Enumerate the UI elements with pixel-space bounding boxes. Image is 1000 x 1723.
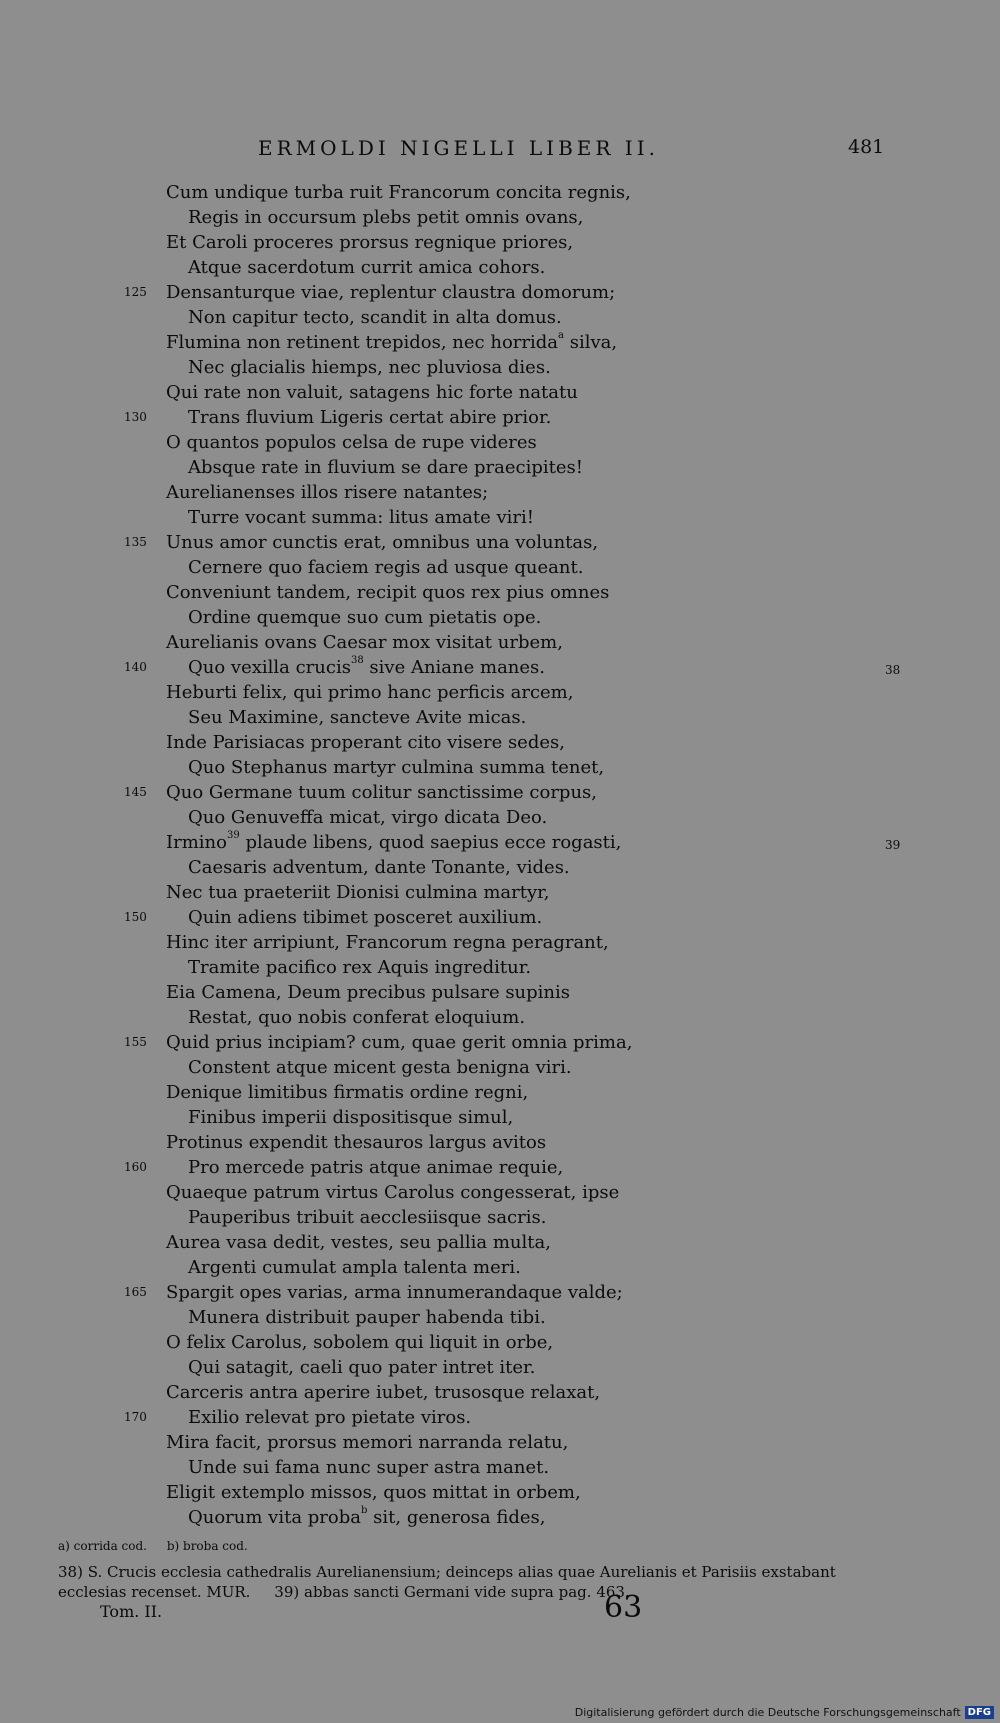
verse-text: [166, 980, 570, 1005]
verse-line: [0, 1030, 1000, 1055]
verse-line: [0, 1455, 1000, 1480]
verse-main-text: Tramite pacifico rex Aquis ingreditur.: [188, 957, 532, 978]
verse-main-text: Argenti cumulat ampla talenta meri.: [188, 1257, 521, 1278]
verse-main-text: Quin adiens tibimet posceret auxilium.: [188, 907, 543, 928]
verse-text: [166, 1380, 600, 1405]
verse-line: [0, 780, 1000, 805]
verse-main-text: O felix Carolus, sobolem qui liquit in orbe,: [166, 1332, 554, 1353]
verse-line: [0, 180, 1000, 205]
verse-main-text: Munera distribuit pauper habenda tibi.: [188, 1307, 546, 1328]
footnote-marker: 39: [226, 830, 240, 841]
verse-main-text: Quaeque patrum virtus Carolus congesserat, ipse: [166, 1182, 620, 1203]
verse-text: [188, 1405, 471, 1430]
verse-main-text: Ordine quemque suo cum pietatis ope.: [188, 607, 542, 628]
verse-text: [166, 1030, 632, 1055]
verse-line: [0, 1155, 1000, 1180]
verse-line: [0, 1005, 1000, 1030]
verse-main-text: Pro mercede patris atque animae requie,: [188, 1157, 564, 1178]
verse-main-text: Aurelianenses illos risere natantes;: [166, 482, 489, 503]
verse-text: [188, 255, 545, 280]
verse-line: [0, 1230, 1000, 1255]
verse-main-text: Quid prius incipiam? cum, quae gerit omnia prima,: [166, 1032, 633, 1053]
verse-line: [0, 1055, 1000, 1080]
verse-line: [0, 705, 1000, 730]
verse-line: [0, 1480, 1000, 1505]
verse-text: [188, 905, 542, 930]
line-number: 170: [124, 1410, 147, 1424]
verse-line: [0, 955, 1000, 980]
verse-line: [0, 580, 1000, 605]
verse-text: [188, 355, 551, 380]
dfg-logo: DFG: [965, 1706, 994, 1719]
verse-main-text: Conveniunt tandem, recipit quos rex pius omnes: [166, 582, 610, 603]
verse-text: [166, 530, 598, 555]
verse-line: [0, 655, 1000, 680]
verse-main-text: Constent atque micent gesta benigna viri.: [188, 1057, 572, 1078]
verse-line: [0, 1205, 1000, 1230]
verse-continuation-text: plaude libens, quod saepius ecce rogasti,: [239, 832, 622, 853]
verse-main-text: Regis in occursum plebs petit omnis ovans,: [188, 207, 584, 228]
verse-main-text: Protinus expendit thesauros largus avitos: [166, 1132, 547, 1153]
line-number: 135: [124, 535, 147, 549]
verse-line: [0, 805, 1000, 830]
digitization-credit: [575, 1706, 994, 1719]
verse-text: [188, 1005, 525, 1030]
line-number: 150: [124, 910, 147, 924]
verse-main-text: Quo Germane tuum colitur sanctissime corpus,: [166, 782, 598, 803]
verse-line: [0, 330, 1000, 355]
verse-text: [166, 1430, 568, 1455]
verse-text: [188, 555, 583, 580]
verse-line: [0, 280, 1000, 305]
verse-line: [0, 730, 1000, 755]
line-number: 160: [124, 1160, 147, 1174]
verse-line: [0, 1130, 1000, 1155]
verse-text: [188, 955, 531, 980]
verse-line: [0, 1380, 1000, 1405]
verse-main-text: Quo Stephanus martyr culmina summa tenet,: [188, 757, 605, 778]
verse-text: [166, 180, 631, 205]
verse-main-text: Quo Genuveffa micat, virgo dicata Deo.: [188, 807, 548, 828]
verse-main-text: Denique limitibus firmatis ordine regni,: [166, 1082, 529, 1103]
verse-main-text: Qui rate non valuit, satagens hic forte natatu: [166, 382, 578, 403]
verse-text: [166, 430, 537, 455]
verse-line: [0, 205, 1000, 230]
verse-line: [0, 855, 1000, 880]
verse-text: [188, 1455, 549, 1480]
verse-line: [0, 1405, 1000, 1430]
verse-text: [188, 855, 570, 880]
signature-mark: 63: [604, 1590, 643, 1625]
running-title: ERMOLDI NIGELLI LIBER II.: [258, 136, 659, 160]
apparatus-note-a: a) corrida cod.: [58, 1539, 147, 1553]
verse-main-text: Eia Camena, Deum precibus pulsare supinis: [166, 982, 571, 1003]
verse-main-text: Finibus imperii dispositisque simul,: [188, 1107, 514, 1128]
verse-main-text: Absque rate in fluvium se dare praecipites!: [188, 457, 583, 478]
verse-main-text: Heburti felix, qui primo hanc perficis arcem,: [166, 682, 574, 703]
poem-text: [0, 180, 1000, 1530]
verse-line: [0, 605, 1000, 630]
verse-main-text: Atque sacerdotum currit amica cohors.: [188, 257, 546, 278]
verse-main-text: Irmino: [166, 832, 227, 853]
verse-main-text: Carceris antra aperire iubet, trusosque relaxat,: [166, 1382, 601, 1403]
verse-main-text: Hinc iter arripiunt, Francorum regna peragrant,: [166, 932, 609, 953]
verse-text: [188, 205, 583, 230]
verse-line: [0, 880, 1000, 905]
verse-main-text: Flumina non retinent trepidos, nec horrida: [166, 332, 559, 353]
verse-text: [188, 405, 551, 430]
verse-line: [0, 1105, 1000, 1130]
volume-label: Tom. II.: [100, 1602, 163, 1621]
verse-line: [0, 230, 1000, 255]
footnote-marker: 38: [350, 655, 364, 666]
verse-text: [188, 1155, 563, 1180]
line-number: 155: [124, 1035, 147, 1049]
verse-main-text: Aurelianis ovans Caesar mox visitat urbem,: [166, 632, 563, 653]
verse-text: [188, 655, 545, 680]
verse-text: [166, 280, 615, 305]
verse-main-text: Seu Maximine, sancteve Avite micas.: [188, 707, 527, 728]
verse-line: [0, 355, 1000, 380]
line-number: 130: [124, 410, 147, 424]
verse-text: [166, 1480, 581, 1505]
verse-main-text: Caesaris adventum, dante Tonante, vides.: [188, 857, 570, 878]
verse-main-text: Qui satagit, caeli quo pater intret iter.: [188, 1357, 536, 1378]
verse-continuation-text: sit, generosa fides,: [367, 1507, 546, 1528]
verse-main-text: Trans fluvium Ligeris certat abire prior.: [188, 407, 552, 428]
footnote-38: 38) S. Crucis ecclesia cathedralis Aurelianensium; deinceps alias quae Aurelianis et Parisiis exstabant ecclesias recenset. MUR.: [58, 1563, 836, 1601]
line-number: 145: [124, 785, 147, 799]
verse-main-text: Spargit opes varias, arma innumerandaque valde;: [166, 1282, 623, 1303]
verse-text: [166, 930, 609, 955]
footnote-marker: a: [558, 330, 564, 341]
verse-main-text: Densanturque viae, replentur claustra domorum;: [166, 282, 616, 303]
verse-line: [0, 1430, 1000, 1455]
apparatus-note-b: b) broba cod.: [166, 1539, 248, 1553]
verse-line: [0, 505, 1000, 530]
running-header: [0, 136, 1000, 166]
verse-main-text: Cum undique turba ruit Francorum concita regnis,: [166, 182, 631, 203]
verse-main-text: Quo vexilla crucis: [188, 657, 351, 678]
verse-main-text: Turre vocant summa: litus amate viri!: [188, 507, 534, 528]
verse-main-text: Restat, quo nobis conferat eloquium.: [188, 1007, 526, 1028]
verse-text: [188, 1355, 535, 1380]
footnotes: [58, 1536, 888, 1602]
footnote-39: 39) abbas sancti Germani vide supra pag. 463.: [274, 1583, 630, 1601]
verse-line: [0, 1355, 1000, 1380]
verse-text: [166, 730, 565, 755]
verse-line: [0, 930, 1000, 955]
verse-main-text: Inde Parisiacas properant cito visere sedes,: [166, 732, 565, 753]
verse-line: [0, 555, 1000, 580]
line-number: 165: [124, 1285, 147, 1299]
verse-continuation-text: silva,: [563, 332, 618, 353]
verse-text: [188, 305, 562, 330]
verse-text: [166, 380, 578, 405]
verse-main-text: Unde sui fama nunc super astra manet.: [188, 1457, 550, 1478]
verse-main-text: Quorum vita proba: [188, 1507, 362, 1528]
line-number: 125: [124, 285, 147, 299]
verse-line: [0, 1305, 1000, 1330]
verse-line: [0, 255, 1000, 280]
verse-text: [166, 1280, 623, 1305]
verse-line: [0, 680, 1000, 705]
verse-text: [166, 680, 573, 705]
verse-main-text: Nec glacialis hiemps, nec pluviosa dies.: [188, 357, 551, 378]
verse-text: [166, 230, 573, 255]
verse-line: [0, 1180, 1000, 1205]
verse-text: [166, 480, 488, 505]
verse-main-text: Aurea vasa dedit, vestes, seu pallia multa,: [166, 1232, 551, 1253]
verse-text: [188, 1305, 546, 1330]
verse-line: [0, 430, 1000, 455]
verse-text: [188, 455, 583, 480]
verse-text: [188, 705, 526, 730]
verse-continuation-text: sive Aniane manes.: [363, 657, 546, 678]
verse-line: [0, 455, 1000, 480]
verse-text: [188, 1205, 546, 1230]
verse-text: [188, 755, 604, 780]
verse-line: [0, 1505, 1000, 1530]
verse-text: [166, 330, 617, 355]
verse-main-text: O quantos populos celsa de rupe videres: [166, 432, 537, 453]
verse-main-text: Exilio relevat pro pietate viros.: [188, 1407, 472, 1428]
verse-line: [0, 1255, 1000, 1280]
verse-main-text: Cernere quo faciem regis ad usque queant.: [188, 557, 584, 578]
verse-line: [0, 755, 1000, 780]
verse-text: [166, 830, 621, 855]
verse-line: [0, 630, 1000, 655]
verse-main-text: Mira facit, prorsus memori narranda relatu,: [166, 1432, 569, 1453]
verse-main-text: Unus amor cunctis erat, omnibus una voluntas,: [166, 532, 599, 553]
verse-text: [188, 1505, 546, 1530]
verse-text: [166, 1230, 551, 1255]
verse-line: [0, 1330, 1000, 1355]
verse-line: [0, 1080, 1000, 1105]
verse-line: [0, 1280, 1000, 1305]
verse-text: [166, 1180, 619, 1205]
verse-text: [188, 1255, 521, 1280]
verse-text: [166, 1080, 528, 1105]
verse-text: [166, 630, 563, 655]
margin-note-number: 39: [885, 838, 901, 852]
verse-text: [188, 1105, 513, 1130]
verse-line: [0, 980, 1000, 1005]
verse-text: [166, 880, 550, 905]
verse-main-text: Pauperibus tribuit aecclesiisque sacris.: [188, 1207, 547, 1228]
credit-text: Digitalisierung gefördert durch die Deutsche Forschungsgemeinschaft: [574, 1706, 961, 1719]
verse-text: [188, 605, 541, 630]
verse-line: [0, 830, 1000, 855]
verse-text: [188, 505, 534, 530]
page-number: 481: [848, 136, 885, 158]
verse-text: [188, 1055, 572, 1080]
verse-line: [0, 530, 1000, 555]
verse-main-text: Et Caroli proceres prorsus regnique priores,: [166, 232, 574, 253]
verse-line: [0, 405, 1000, 430]
verse-text: [166, 780, 597, 805]
apparatus-notes: [58, 1536, 888, 1556]
line-number: 140: [124, 660, 147, 674]
verse-text: [166, 1330, 553, 1355]
margin-note-number: 38: [885, 663, 901, 677]
verse-text: [188, 805, 547, 830]
verse-main-text: Nec tua praeteriit Dionisi culmina martyr,: [166, 882, 550, 903]
verse-text: [166, 1130, 546, 1155]
verse-line: [0, 905, 1000, 930]
footnote-marker: b: [361, 1505, 368, 1516]
verse-main-text: Non capitur tecto, scandit in alta domus.: [188, 307, 562, 328]
verse-line: [0, 305, 1000, 330]
verse-main-text: Eligit extemplo missos, quos mittat in orbem,: [166, 1482, 581, 1503]
verse-line: [0, 380, 1000, 405]
verse-text: [166, 580, 609, 605]
verse-line: [0, 480, 1000, 505]
